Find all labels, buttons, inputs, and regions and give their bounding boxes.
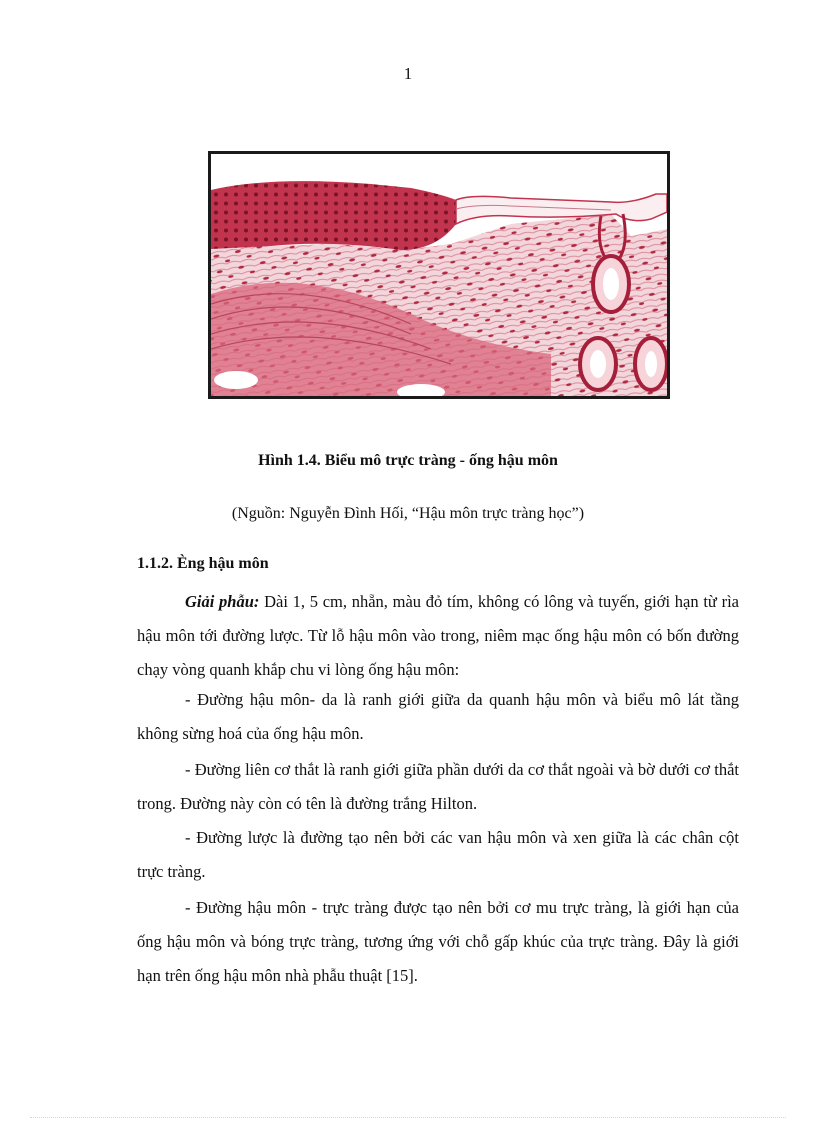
anatomy-paragraph <box>137 585 739 687</box>
section-heading: 1.1.2. Èng hậu môn <box>137 555 269 572</box>
figure-caption: Hình 1.4. Biểu mô trực tràng - ống hậu môn <box>258 452 558 469</box>
histology-illustration <box>211 154 667 396</box>
list-item: - Đường lược là đường tạo nên bởi các van hậu môn và xen giữa là các chân cột trực tràng. <box>137 828 739 881</box>
list-item: - Đường liên cơ thắt là ranh giới giữa phần dưới da cơ thắt ngoài và bờ dưới cơ thắt trong. Đường này còn có tên là đường trắng Hilton. <box>137 760 739 813</box>
anatomy-term: Giải phẫu: <box>185 592 260 611</box>
list-item: - Đường hậu môn- da là ranh giới giữa da quanh hậu môn và biểu mô lát tầng không sừng hoá của ống hậu môn. <box>137 690 739 743</box>
page-number: 1 <box>403 64 413 83</box>
anatomy-text: Dài 1, 5 cm, nhẵn, màu đỏ tím, không có lông và tuyến, giới hạn từ rìa hậu môn tới đường lược. Từ lỗ hậu môn vào trong, niêm mạc ống hậu môn có bốn đường chạy vòng quanh khắp chu vi lòng ống hậu môn: <box>137 592 739 679</box>
figure-source: (Nguồn: Nguyễn Đình Hối, “Hậu môn trực tràng học”) <box>231 505 585 522</box>
list-item: - Đường hậu môn - trực tràng được tạo nên bởi cơ mu trực tràng, là giới hạn của ống hậu môn và bóng trực tràng, tương ứng với chỗ gấp khúc của trực tràng. Đây là giới hạn trên ống hậu môn nhà phẫu thuật [15]. <box>137 898 739 985</box>
stratified-epithelium <box>211 181 456 250</box>
page-bottom-rule <box>30 1117 786 1118</box>
histology-figure <box>208 151 670 399</box>
